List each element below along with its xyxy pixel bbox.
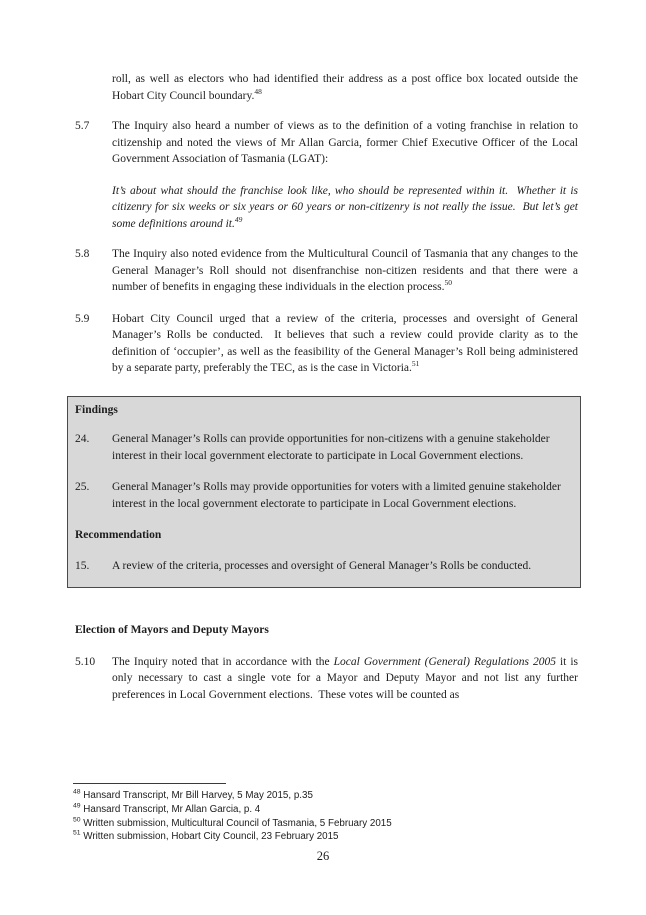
footnote-text: Hansard Transcript, Mr Bill Harvey, 5 May 2015, p.35	[83, 790, 313, 801]
finding-text: General Manager’s Rolls may provide opportunities for voters with a limited genuine stakeholder interest in the local government electorate to participate in Local Government elections.	[112, 481, 561, 510]
footnote-ref: 50	[444, 278, 452, 288]
quote-paragraph	[112, 183, 578, 233]
section-heading: Election of Mayors and Deputy Mayors	[75, 624, 269, 636]
footnote-text: Written submission, Multicultural Council of Tasmania, 5 February 2015	[83, 817, 392, 829]
quote-text: It’s about what should the franchise look like, who should be represented within it. Whether it is citizenry for six weeks or six years or 60 years or non-citizenry is not really the issue. But let’s get some definitions around it.	[112, 184, 578, 230]
paragraph-text	[112, 246, 578, 296]
finding-number: 25.	[75, 481, 90, 493]
footnote-text: Written submission, Hobart City Council, 23 February 2015	[83, 831, 339, 843]
numbered-paragraph	[75, 654, 578, 704]
numbered-paragraph	[75, 311, 578, 377]
paragraph-body: it is only necessary to cast a single vote for a Mayor and Deputy Mayor and not list any further preferences in Local Government elections. These votes will be counted as	[112, 655, 579, 701]
italic-citation: Local Government (General) Regulations 2005	[333, 655, 556, 668]
recommendation-number: 15.	[75, 559, 90, 572]
findings-title: Findings	[75, 403, 118, 416]
numbered-paragraph	[75, 118, 578, 168]
footnote-ref: 51	[411, 359, 420, 369]
numbered-paragraph	[75, 246, 578, 296]
recommendation-item	[75, 558, 580, 575]
footnote-ref: 49	[234, 214, 243, 224]
paragraph-text	[112, 654, 578, 704]
page-content	[75, 71, 578, 703]
paragraph-body: Hobart City Council urged that a review of the criteria, processes and oversight of General Manager’s Rolls be conducted. It believes that such a review could provide clarity as to the definition of ‘occupier’, as well as the feasibility of the General Manager’s Roll being administered by a separate party, preferably the TEC, as is the case in Victoria.	[112, 312, 578, 374]
page-number: 26	[316, 849, 330, 863]
footnote-number: 48	[73, 788, 81, 796]
footnote-text: Hansard Transcript, Mr Allan Garcia, p. 4	[83, 803, 261, 815]
paragraph-number: 5.7	[75, 120, 90, 132]
finding-item	[75, 431, 580, 464]
footnote	[73, 789, 563, 803]
paragraph-text	[112, 311, 578, 377]
footnote-number: 50	[73, 816, 81, 824]
paragraph-text: roll, as well as electors who had identified their address as a post office box located outside the Hobart City Council boundary.	[112, 73, 578, 102]
paragraph-body: The Inquiry noted that in accordance with the	[112, 655, 334, 668]
footnote-ref: 48	[254, 86, 262, 96]
finding-text: General Manager’s Rolls can provide opportunities for non-citizens with a genuine stakeholder interest in their local government electorate to participate in Local Government elections.	[112, 433, 550, 462]
footnote	[73, 803, 563, 817]
finding-number: 24.	[75, 433, 90, 445]
footnote	[73, 817, 563, 831]
footnote-number: 49	[73, 802, 81, 810]
footnote-number: 51	[73, 830, 81, 838]
findings-box	[67, 396, 581, 589]
paragraph-number: 5.8	[75, 248, 90, 260]
paragraph-number: 5.10	[75, 655, 96, 668]
recommendation-text: A review of the criteria, processes and oversight of General Manager’s Rolls be conducted.	[112, 559, 532, 572]
recommendation-title: Recommendation	[75, 529, 162, 541]
footnote	[73, 830, 563, 844]
paragraph-text: The Inquiry also heard a number of views as to the definition of a voting franchise in relation to citizenship and noted the views of Mr Allan Garcia, former Chief Executive Officer of the Local Government Association of Tasmania (LGAT):	[112, 120, 578, 165]
paragraph-body: The Inquiry also noted evidence from the Multicultural Council of Tasmania that any changes to the General Manager’s Roll should not disenfranchise non-citizen residents and that there were a number of benefits in engaging these individuals in the election process.	[112, 248, 578, 293]
footnote-separator	[73, 783, 226, 784]
paragraph-number: 5.9	[75, 312, 90, 325]
footnote-list	[73, 789, 563, 844]
continuation-paragraph	[112, 71, 578, 104]
finding-item	[75, 479, 580, 512]
